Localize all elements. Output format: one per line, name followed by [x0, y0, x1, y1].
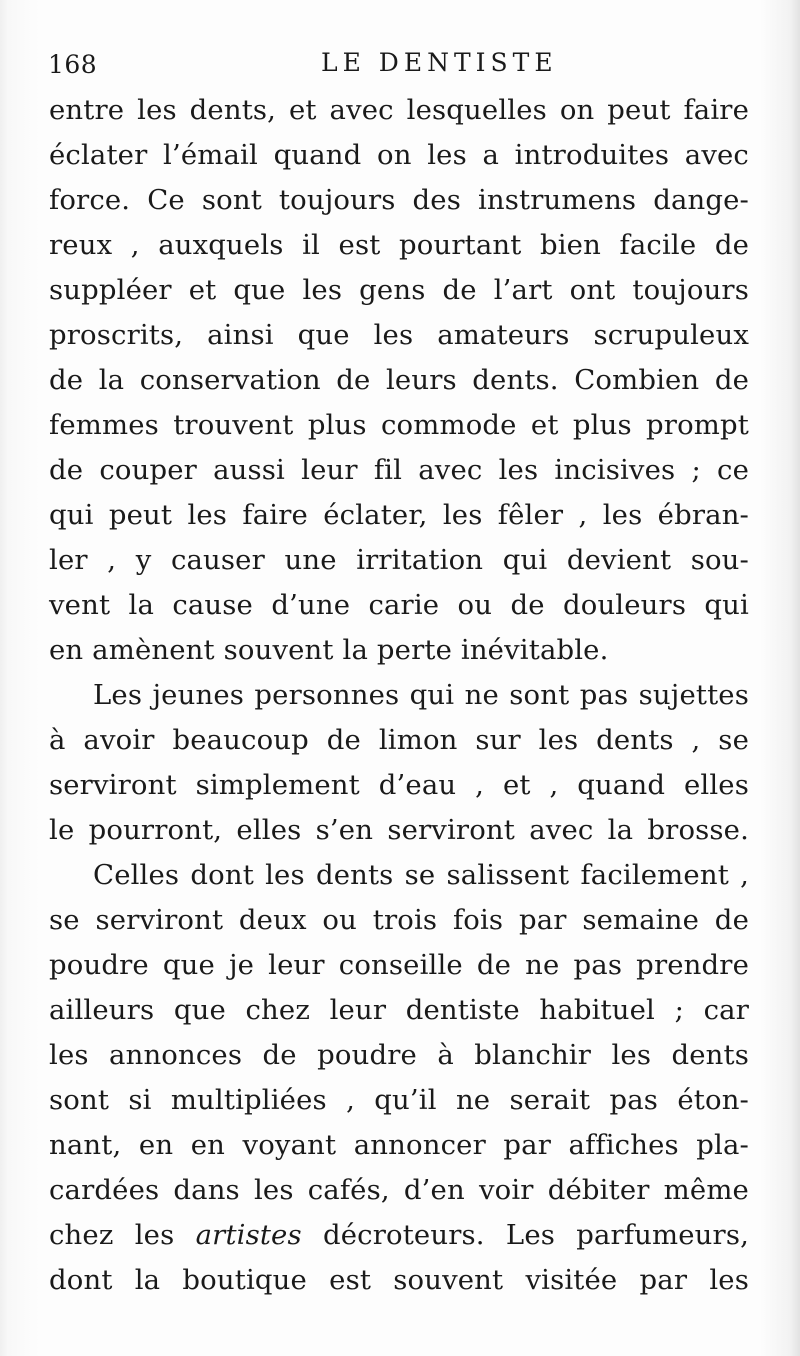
text-line: poudre que je leur conseille de ne pas prendre [49, 949, 749, 981]
text-line: les annonces de poudre à blanchir les dents [49, 1039, 749, 1071]
text-line: vent la cause d’une carie ou de douleurs qui [49, 589, 749, 621]
text-segment: décroteurs. Les parfumeurs, [301, 1219, 749, 1251]
text-line: cardées dans les cafés, d’en voir débiter même [49, 1174, 749, 1206]
page-header [48, 44, 748, 84]
italic-word: artistes [195, 1219, 302, 1251]
text-line: de la conservation de leurs dents. Combien de [49, 364, 749, 396]
text-line: se serviront deux ou trois fois par semaine de [49, 904, 749, 936]
text-line: ailleurs que chez leur dentiste habituel ; car [49, 994, 749, 1026]
text-line: de couper aussi leur fil avec les incisives ; ce [49, 454, 749, 486]
paragraph-end-line: en amènent souvent la perte inévitable. [49, 634, 609, 666]
text-line: serviront simplement d’eau , et , quand elles [49, 769, 749, 801]
text-line: sont si multipliées , qu’il ne serait pas éton- [49, 1084, 749, 1116]
text-line: reux , auxquels il est pourtant bien facile de [49, 229, 749, 261]
text-line: éclater l’émail quand on les a introduites avec [49, 139, 749, 171]
body-text [49, 88, 749, 1303]
text-line: à avoir beaucoup de limon sur les dents , se [49, 724, 749, 756]
running-title: LE DENTISTE [321, 48, 558, 77]
text-line: nant, en en voyant annoncer par affiches pla- [49, 1129, 749, 1161]
text-line [49, 1213, 749, 1258]
text-segment: chez les [49, 1219, 196, 1251]
text-line: dont la boutique est souvent visitée par les [49, 1264, 749, 1296]
text-line: ler , y causer une irritation qui devient sou- [49, 544, 749, 576]
text-line: femmes trouvent plus commode et plus prompt [49, 409, 749, 441]
text-line: force. Ce sont toujours des instrumens dange- [49, 184, 749, 216]
paragraph-start-line: Celles dont les dents se salissent facilement , [93, 859, 749, 891]
text-line: entre les dents, et avec lesquelles on peut faire [49, 94, 749, 126]
paragraph-end-line: le pourront, elles s’en serviront avec la brosse. [49, 814, 749, 846]
paragraph-start-line: Les jeunes personnes qui ne sont pas sujettes [93, 679, 749, 711]
text-line: suppléer et que les gens de l’art ont toujours [49, 274, 749, 306]
text-line: proscrits, ainsi que les amateurs scrupuleux [49, 319, 749, 351]
page-number: 168 [48, 50, 98, 79]
text-line: qui peut les faire éclater, les fêler , les ébran- [49, 499, 749, 531]
